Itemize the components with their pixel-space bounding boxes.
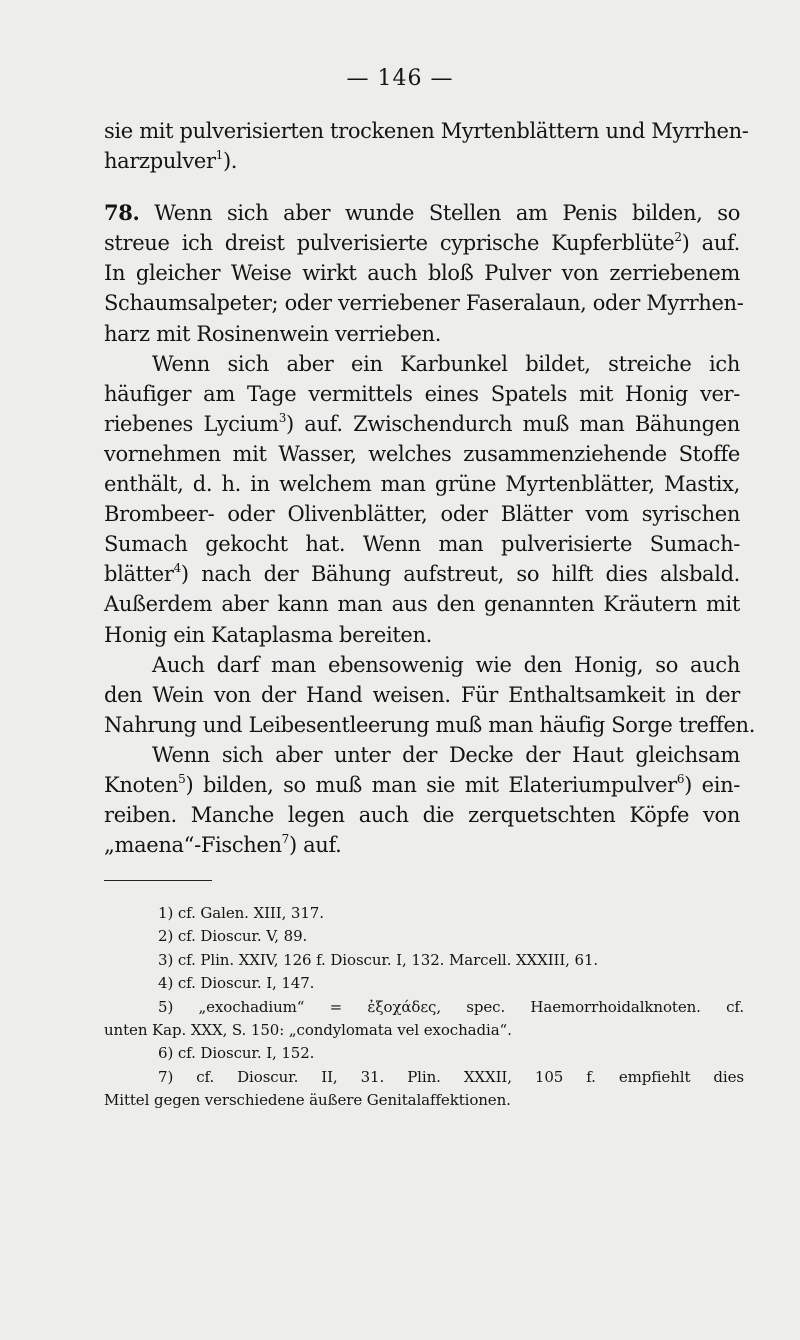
footnote-2: 2) cf. Dioscur. V, 89.	[158, 927, 308, 946]
text-fragment: ) bilden, so muß man sie mit Elateriumpulver	[185, 772, 677, 797]
footnote-7: 7) cf. Dioscur. II, 31. Plin. XXXII, 105 f. empfiehlt dies	[158, 1067, 744, 1086]
text-line: enthält, d. h. in welchem man grüne Myrtenblätter, Mastix,	[104, 472, 740, 497]
text-line: Schaumsalpeter; oder verriebener Faseralaun, oder Myrrhen-	[104, 291, 744, 316]
footnote-6: 6) cf. Dioscur. I, 152.	[158, 1044, 315, 1063]
footnote-5-continued: unten Kap. XXX, S. 150: „condylomata vel exochadia“.	[104, 1021, 512, 1040]
text-fragment: ).	[222, 149, 238, 174]
text-line	[104, 830, 740, 860]
text-line	[104, 559, 740, 589]
text-line: vornehmen mit Wasser, welches zusammenziehende Stoffe	[104, 441, 740, 466]
text-fragment: „maena“-Fischen	[104, 833, 282, 858]
text-fragment: ) nach der Bähung aufstreut, so hilft dies alsbald.	[180, 562, 740, 587]
footnote-ref: 7	[281, 832, 289, 847]
text-line: Wenn sich aber ein Karbunkel bildet, streiche ich	[152, 351, 740, 376]
footnote-5: 5) „exochadium“ = ἐξοχάδες, spec. Haemorrhoidalknoten. cf.	[158, 997, 744, 1016]
text-line: Nahrung und Leibesentleerung muß man häufig Sorge treffen.	[104, 712, 756, 737]
text-line	[104, 198, 740, 228]
text-line: Brombeer- oder Olivenblätter, oder Blätter vom syrischen	[104, 502, 740, 527]
footnote-7-continued: Mittel gegen verschiedene äußere Genitalaffektionen.	[104, 1091, 511, 1110]
text-line	[104, 146, 740, 176]
text-line: reiben. Manche legen auch die zerquetschten Köpfe von	[104, 803, 740, 828]
text-fragment: ) auf.	[681, 231, 740, 256]
footnote-ref: 5	[178, 771, 186, 786]
footnote-4: 4) cf. Dioscur. I, 147.	[158, 974, 315, 993]
text-fragment: ) auf. Zwischendurch muß man Bähungen	[286, 411, 740, 436]
footnote-ref: 2	[674, 230, 682, 245]
footnotes	[104, 902, 744, 1113]
text-line: den Wein von der Hand weisen. Für Enthaltsamkeit in der	[104, 682, 740, 707]
footnote-ref: 1	[215, 148, 223, 163]
text-fragment: streue ich dreist pulverisierte cyprische Kupferblüte	[104, 231, 675, 256]
text-line	[104, 770, 740, 800]
footnote-1: 1) cf. Galen. XIII, 317.	[158, 904, 324, 922]
text-fragment: ) auf.	[288, 833, 342, 858]
footnote-ref: 4	[173, 561, 181, 576]
text-fragment: harzpulver	[104, 149, 216, 174]
text-line: Sumach gekocht hat. Wenn man pulverisierte Sumach-	[104, 532, 740, 557]
text-fragment: ) ein-	[684, 772, 740, 797]
footnote-divider	[104, 880, 212, 881]
text-fragment: Wenn sich aber wunde Stellen am Penis bilden, so	[139, 201, 740, 226]
main-text	[104, 116, 756, 860]
text-line	[104, 228, 740, 258]
text-line: häufiger am Tage vermittels eines Spatels mit Honig ver-	[104, 381, 740, 406]
footnote-ref: 3	[278, 410, 286, 425]
text-line: Honig ein Kataplasma bereiten.	[104, 622, 433, 647]
footnote-3: 3) cf. Plin. XXIV, 126 f. Dioscur. I, 132. Marcell. XXXIII, 61.	[158, 950, 599, 969]
text-fragment: blätter	[104, 562, 174, 587]
text-line: Auch darf man ebensowenig wie den Honig, so auch	[152, 652, 740, 677]
text-line	[104, 409, 740, 439]
text-fragment: Knoten	[104, 772, 179, 797]
footnote-ref: 6	[676, 771, 685, 786]
page-number: — 146 —	[346, 66, 454, 91]
text-fragment: riebenes Lycium	[104, 411, 279, 436]
text-line: harz mit Rosinenwein verrieben.	[104, 321, 442, 346]
section-number: 78.	[104, 200, 140, 226]
text-line: sie mit pulverisierten trockenen Myrtenblättern und Myrrhen-	[104, 119, 749, 143]
text-line: Außerdem aber kann man aus den genannten Kräutern mit	[104, 592, 740, 617]
text-line: Wenn sich aber unter der Decke der Haut gleichsam	[152, 742, 740, 767]
text-line: In gleicher Weise wirkt auch bloß Pulver von zerriebenem	[104, 261, 740, 286]
